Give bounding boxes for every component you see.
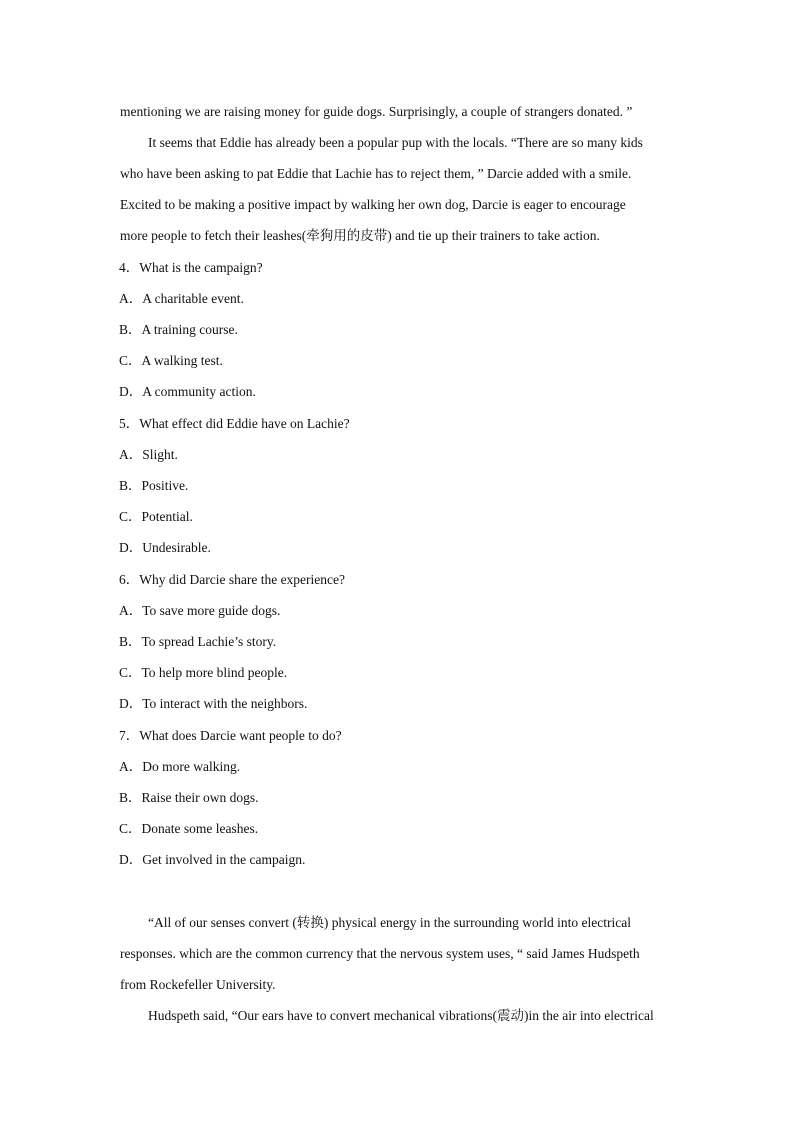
question-7-option-d: D．Get involved in the campaign. [119, 852, 306, 867]
question-6-option-b: B．To spread Lachie’s story. [119, 634, 277, 649]
question-5-option-a: A．Slight. [119, 447, 178, 462]
question-4-option-b: B．A training course. [119, 322, 238, 337]
question-5-stem: 5．What effect did Eddie have on Lachie? [119, 416, 350, 431]
question-4-stem: 4．What is the campaign? [119, 260, 263, 275]
passage1-line-3: who have been asking to pat Eddie that Lachie has to reject them, ” Darcie added with a smile. [120, 166, 632, 181]
question-7-option-b: B．Raise their own dogs. [119, 790, 259, 805]
question-6-option-a: A．To save more guide dogs. [119, 603, 281, 618]
passage1-line-1: mentioning we are raising money for guide dogs. Surprisingly, a couple of strangers donated. ” [120, 104, 633, 119]
question-4-option-d: D．A community action. [119, 384, 256, 399]
question-6-option-d: D．To interact with the neighbors. [119, 696, 308, 711]
passage2-line-4: Hudspeth said, “Our ears have to convert mechanical vibrations(震动)in the air into electrical [148, 1008, 654, 1023]
passage1-line-5: more people to fetch their leashes(牵狗用的皮带) and tie up their trainers to take action. [120, 228, 600, 243]
question-6-stem: 6．Why did Darcie share the experience? [119, 572, 346, 587]
question-5-option-b: B．Positive. [119, 478, 189, 493]
question-7-stem: 7．What does Darcie want people to do? [119, 728, 342, 743]
question-7-option-a: A．Do more walking. [119, 759, 241, 774]
question-6-option-c: C．To help more blind people. [119, 665, 288, 680]
question-7-option-c: C．Donate some leashes. [119, 821, 259, 836]
question-4-option-a: A．A charitable event. [119, 291, 244, 306]
passage2-line-3: from Rockefeller University. [120, 977, 276, 992]
passage1-line-4: Excited to be making a positive impact by walking her own dog, Darcie is eager to encourage [120, 197, 626, 212]
passage1-line-2: It seems that Eddie has already been a popular pup with the locals. “There are so many kids [148, 135, 643, 150]
question-5-option-d: D．Undesirable. [119, 540, 211, 555]
passage2-line-1: “All of our senses convert (转换) physical energy in the surrounding world into electrical [148, 915, 631, 930]
passage2-line-2: responses. which are the common currency that the nervous system uses, “ said James Hudspeth [120, 946, 640, 961]
question-4-option-c: C．A walking test. [119, 353, 223, 368]
question-5-option-c: C．Potential. [119, 509, 193, 524]
